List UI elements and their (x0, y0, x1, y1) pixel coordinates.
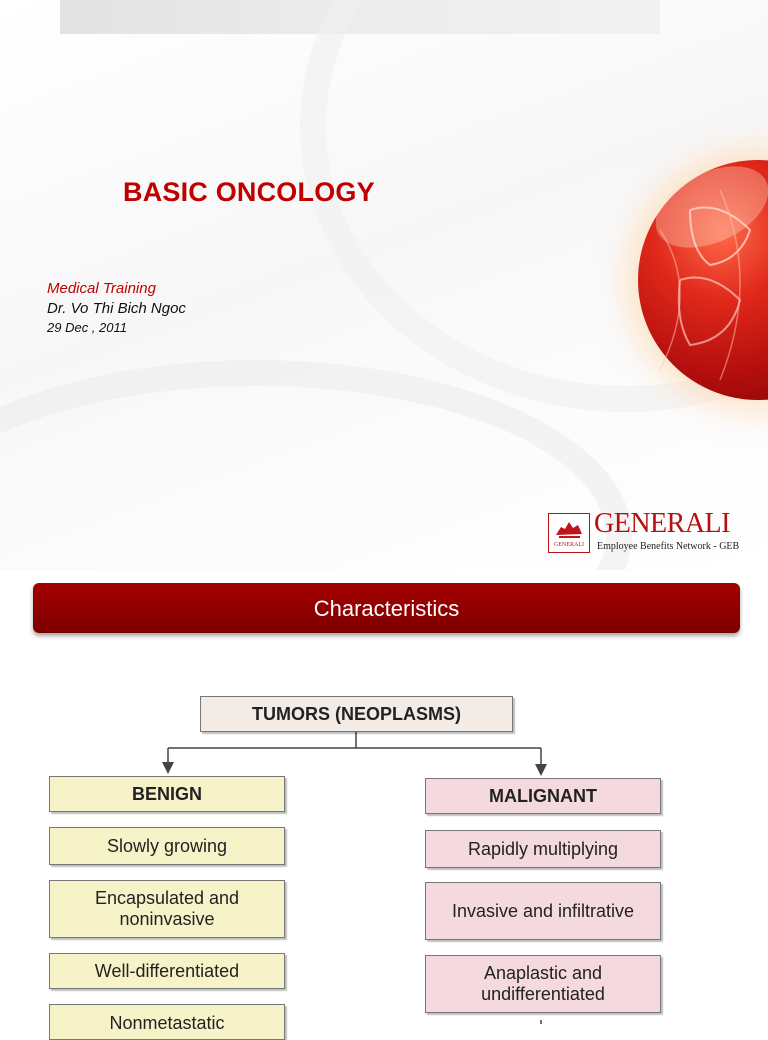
benign-header-node: BENIGN (49, 776, 285, 812)
logo-emblem-label: GENERALI (554, 542, 584, 548)
characteristics-slide (0, 570, 768, 1033)
benign-item-node: Encapsulated and noninvasive (49, 880, 285, 938)
lion-icon (553, 517, 585, 541)
section-header-title: Characteristics (313, 596, 460, 621)
author: Dr. Vo Thi Bich Ngoc (47, 300, 186, 317)
brand-name: GENERALI (594, 508, 730, 539)
background-swoosh (0, 360, 632, 570)
benign-item-node: Slowly growing (49, 827, 285, 865)
malignant-header-node: MALIGNANT (425, 778, 661, 814)
slide-title: BASIC ONCOLOGY (123, 177, 375, 207)
subtitle: Medical Training (47, 280, 156, 297)
malignant-item-node: Invasive and infiltrative (425, 882, 661, 940)
globe-map-lines (650, 170, 768, 390)
date: 29 Dec , 2011 (47, 320, 127, 335)
malignant-item-node: Anaplastic and undifferentiated (425, 955, 661, 1013)
benign-item-node: Well-differentiated (49, 953, 285, 989)
benign-item-node: Nonmetastatic (49, 1004, 285, 1040)
tumors-root-node: TUMORS (NEOPLASMS) (200, 696, 513, 732)
brand-tagline: Employee Benefits Network - GEB (597, 541, 740, 552)
lion-emblem (548, 513, 590, 553)
malignant-item-node: Rapidly multiplying (425, 830, 661, 868)
top-decorative-band (60, 0, 660, 34)
generali-logo (548, 508, 740, 556)
